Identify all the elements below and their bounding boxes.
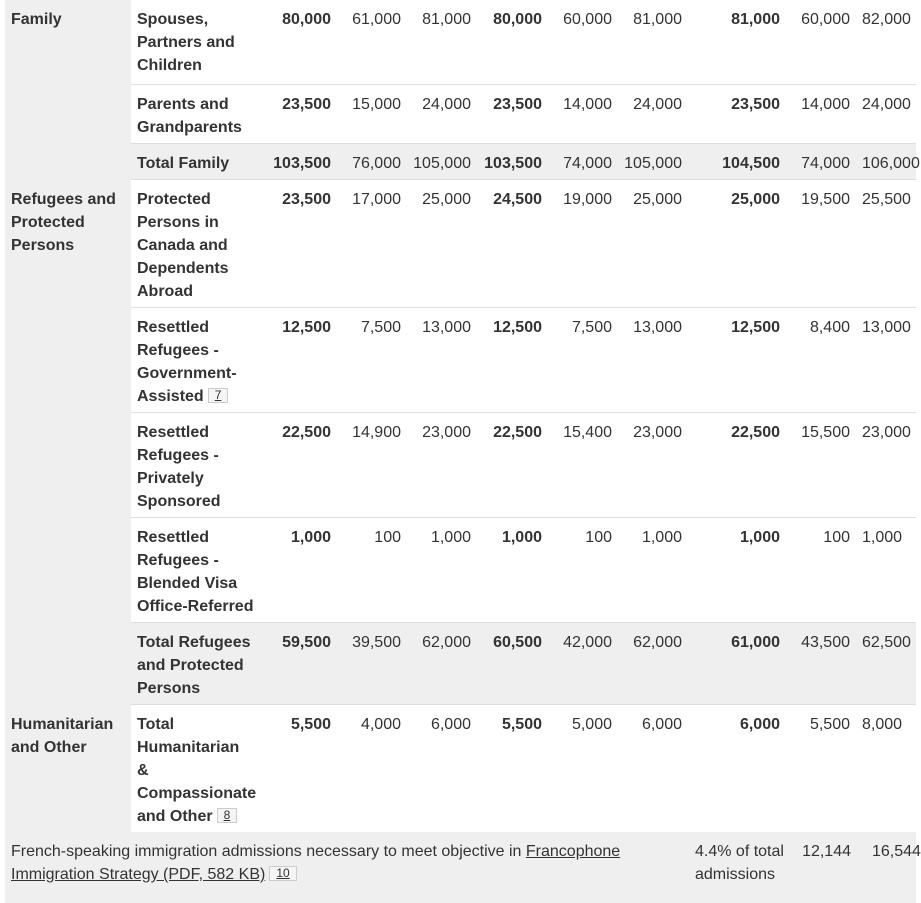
row-label-line: and Protected	[137, 657, 244, 674]
table-cell: 1,000	[739, 529, 780, 546]
table-cell: 62,000	[422, 634, 471, 651]
table-cell: 43,500	[801, 634, 850, 651]
table-cell: 59,500	[282, 634, 331, 651]
row-label-line: Office-Referred	[137, 598, 254, 615]
table-cell: 74,000	[801, 155, 850, 172]
table-cell: 5,500	[290, 716, 331, 733]
row-label-line: Canada and	[137, 237, 228, 254]
row-label-line: Sponsored	[137, 493, 221, 510]
table-cell: 60,000	[801, 11, 850, 28]
table-cell: 23,500	[282, 191, 331, 208]
table-cell: 15,400	[563, 424, 612, 441]
row-label-line: Refugees -	[137, 447, 219, 464]
table-cell: 103,500	[273, 155, 331, 172]
table-cell: 24,000	[633, 96, 682, 113]
table-cell: 62,000	[633, 634, 682, 651]
table-cell: 103,500	[484, 155, 542, 172]
table-cell: 81,000	[633, 11, 682, 28]
row-label	[137, 152, 267, 175]
table-cell: 16,544	[872, 843, 921, 860]
row-label-line: Government-	[137, 365, 237, 382]
table-cell: 60,500	[493, 634, 542, 651]
row-label-line: Compassionate	[137, 785, 257, 802]
table-cell: 12,500	[731, 319, 780, 336]
footnote-link[interactable]: 7	[208, 388, 229, 403]
table-cell: 23,000	[862, 424, 911, 441]
footnote-link[interactable]: 8	[217, 808, 238, 823]
table-cell: 13,000	[422, 319, 471, 336]
francophone-strategy-link[interactable]: Francophone Immigration Strategy (PDF, 582 KB)	[11, 843, 621, 883]
category-label: Refugees and	[11, 191, 116, 208]
table-cell: 19,000	[563, 191, 612, 208]
table-cell: 104,500	[722, 155, 780, 172]
table-cell: 12,144	[802, 843, 851, 860]
row-label-line: Abroad	[137, 283, 193, 300]
table-cell: 24,000	[862, 96, 911, 113]
row-label-line: and Other	[137, 808, 213, 825]
table-cell: 105,000	[624, 155, 682, 172]
table-cell: 100	[585, 529, 612, 546]
row-label	[137, 713, 267, 828]
table-row	[131, 85, 916, 144]
table-cell: 15,000	[352, 96, 401, 113]
table-cell: 14,000	[563, 96, 612, 113]
francophone-description	[11, 840, 671, 886]
table-cell: 39,500	[352, 634, 401, 651]
row-label-line: Humanitarian	[137, 739, 240, 756]
table-cell: 100	[374, 529, 401, 546]
row-label-line: Resettled	[137, 424, 210, 441]
row-label	[137, 316, 267, 408]
table-cell: 62,500	[862, 634, 911, 651]
table-cell: 22,500	[731, 424, 780, 441]
table-cell: 15,500	[801, 424, 850, 441]
table-row	[131, 518, 916, 623]
category-humanitarian	[5, 705, 131, 832]
row-label-line: Dependents	[137, 260, 229, 277]
table-cell: 17,000	[352, 191, 401, 208]
row-label	[137, 93, 267, 139]
table-cell: 14,900	[352, 424, 401, 441]
category-label: Family	[11, 11, 62, 28]
table-cell: 25,000	[422, 191, 471, 208]
table-cell: 6,000	[641, 716, 682, 733]
table-cell: 12,500	[282, 319, 331, 336]
row-label-line: Grandparents	[137, 119, 242, 136]
francophone-share: 4.4% of total admissions	[695, 843, 784, 883]
table-cell: 8,400	[809, 319, 850, 336]
row-label-line: Spouses,	[137, 11, 209, 28]
table-cell: 82,000	[862, 11, 911, 28]
category-label: and Other	[11, 739, 87, 756]
category-label: Humanitarian	[11, 716, 114, 733]
table-cell: 81,000	[731, 11, 780, 28]
table-cell: 105,000	[413, 155, 471, 172]
table-cell: 1,000	[290, 529, 331, 546]
table-row	[131, 180, 916, 308]
table-cell: 23,500	[282, 96, 331, 113]
footnote-link[interactable]: 10	[269, 866, 296, 881]
row-label-line: Total Family	[137, 155, 230, 172]
table-cell: 5,500	[501, 716, 542, 733]
row-label-line: Blended Visa	[137, 575, 238, 592]
table-cell: 14,000	[801, 96, 850, 113]
table-row-total	[131, 623, 916, 705]
table-row	[131, 705, 916, 832]
table-cell: 5,500	[809, 716, 850, 733]
category-family	[5, 0, 131, 180]
table-cell: 6,000	[430, 716, 471, 733]
row-label-line: Parents and	[137, 96, 229, 113]
table-cell: 7,500	[571, 319, 612, 336]
table-cell: 1,000	[641, 529, 682, 546]
table-row	[131, 0, 916, 85]
row-label	[137, 421, 267, 513]
row-label	[137, 188, 267, 303]
row-label-line: Persons in	[137, 214, 219, 231]
row-label-line: Total Refugees	[137, 634, 251, 651]
table-cell: 22,500	[493, 424, 542, 441]
francophone-text: French-speaking immigration admissions necessary to meet objective in	[11, 843, 526, 860]
row-label-line: Total	[137, 716, 175, 733]
table-cell: 76,000	[352, 155, 401, 172]
row-label-line: Assisted	[137, 388, 204, 405]
table-cell: 4,000	[360, 716, 401, 733]
table-cell: 13,000	[633, 319, 682, 336]
row-label-line: Persons	[137, 680, 201, 697]
category-refugees	[5, 180, 131, 705]
table-cell: 13,000	[862, 319, 911, 336]
row-label-line: Resettled	[137, 529, 210, 546]
table-cell: 60,000	[563, 11, 612, 28]
table-cell: 24,500	[493, 191, 542, 208]
table-cell: 25,000	[731, 191, 780, 208]
table-cell: 23,000	[633, 424, 682, 441]
table-cell: 1,000	[430, 529, 471, 546]
table-cell: 106,000	[862, 155, 920, 172]
table-cell: 23,000	[422, 424, 471, 441]
table-cell: 100	[823, 529, 850, 546]
table-row	[131, 413, 916, 518]
table-cell: 23,500	[731, 96, 780, 113]
table-cell: 22,500	[282, 424, 331, 441]
table-cell: 81,000	[422, 11, 471, 28]
table-cell: 24,000	[422, 96, 471, 113]
row-label	[137, 631, 267, 700]
table-cell: 1,000	[862, 529, 903, 546]
row-label	[137, 8, 267, 77]
category-label: Persons	[11, 237, 75, 254]
row-label-line: &	[137, 762, 149, 779]
table-cell: 1,000	[501, 529, 542, 546]
table-cell: 19,500	[801, 191, 850, 208]
table-cell: 25,000	[633, 191, 682, 208]
table-row-total	[131, 144, 920, 180]
table-cell: 12,500	[493, 319, 542, 336]
table-cell: 80,000	[493, 11, 542, 28]
category-label: Protected	[11, 214, 85, 231]
table-cell: 8,000	[862, 716, 903, 733]
row-label-line: Protected	[137, 191, 211, 208]
row-label-line: Children	[137, 57, 202, 74]
row-label-line: Resettled	[137, 319, 210, 336]
table-row	[131, 308, 916, 413]
row-label	[137, 526, 267, 618]
table-cell: 74,000	[563, 155, 612, 172]
row-label-line: Refugees -	[137, 552, 219, 569]
row-label-line: Partners and	[137, 34, 235, 51]
row-label-line: Privately	[137, 470, 204, 487]
francophone-row	[5, 832, 921, 903]
table-cell: 42,000	[563, 634, 612, 651]
table-cell: 6,000	[739, 716, 780, 733]
table-cell: 25,500	[862, 191, 911, 208]
table-cell: 7,500	[360, 319, 401, 336]
row-label-line: Refugees -	[137, 342, 219, 359]
table-cell: 80,000	[282, 11, 331, 28]
table-cell: 61,000	[731, 634, 780, 651]
table-cell: 5,000	[571, 716, 612, 733]
table-cell: 61,000	[352, 11, 401, 28]
table-cell: 23,500	[493, 96, 542, 113]
